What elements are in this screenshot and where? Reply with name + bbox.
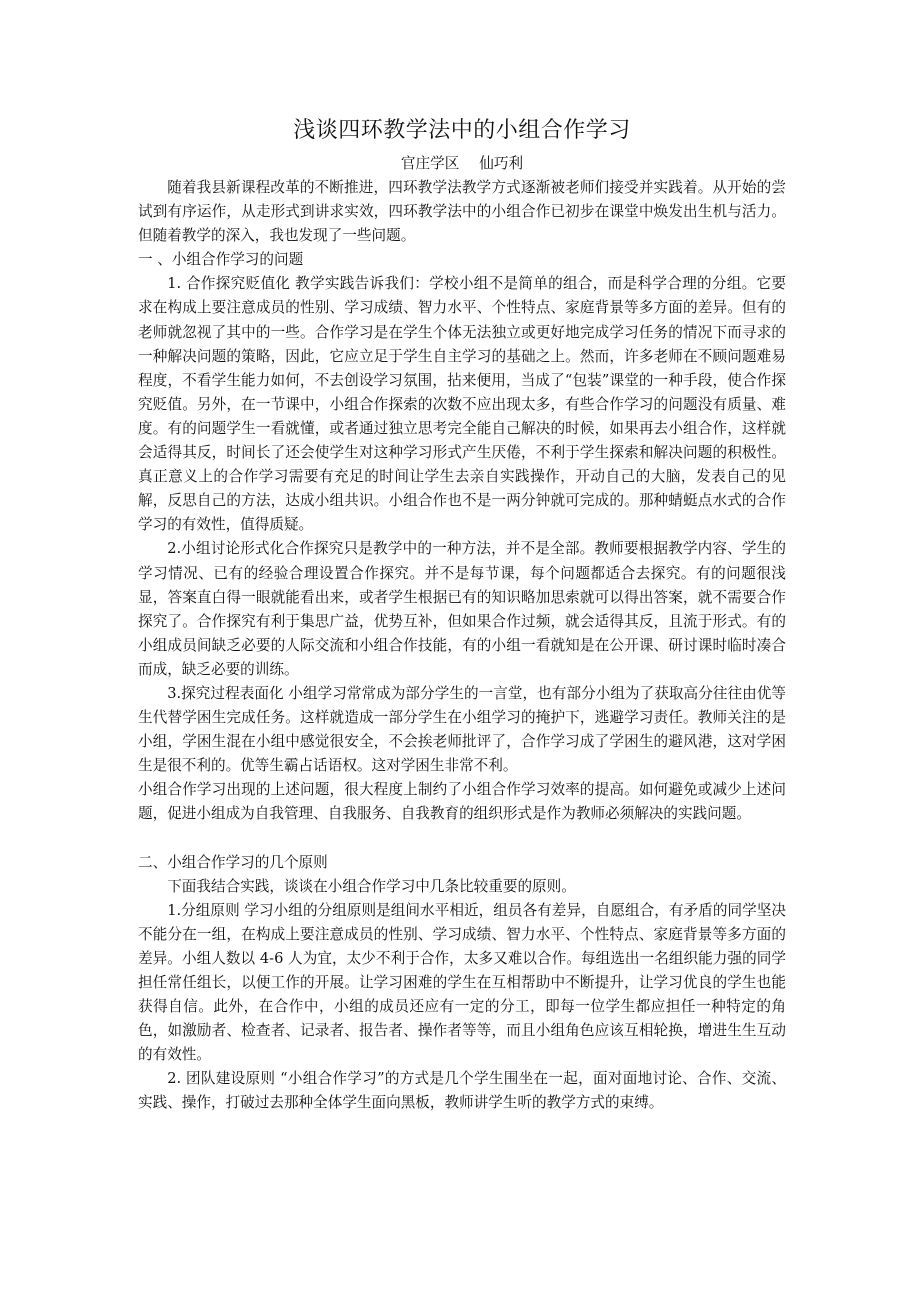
section-1-heading: 一 、小组合作学习的问题 xyxy=(138,251,304,269)
section-1-summary-paragraph: 小组合作学习出现的上述问题，很大程度上制约了小组合作学习效率的提高。如何避免或减少上述问题，促进小组成为自我管理、自我服务、自我教育的组织形式是作为教师必须解决的实践问题。 xyxy=(138,781,786,823)
section-2-heading: 二、小组合作学习的几个原则 xyxy=(138,853,328,871)
section-1-paragraph-2: 2.小组讨论形式化合作探究只是教学中的一种方法，并不是全部。教师要根据教学内容、学生的学习情况、已有的经验合理设置合作探究。并不是每节课，每个问题都适合去探究。有的问题很浅显，答案直白得一眼就能看出来，或者学生根据已有的知识略加思索就可以得出答案，就不需要合作探究了。合作探究有利于集思广益，优势互补，但如果合作过频，就会适得其反，且流于形式。有的小组成员间缺乏必要的人际交流和小组合作技能，有的小组一看就知是在公开课、研讨课时临时凑合而成，缺乏必要的训练。 xyxy=(138,540,786,678)
section-2-paragraph-2: 2. 团队建设原则 “小组合作学习”的方式是几个学生围坐在一起，面对面地讨论、合作、交流、实践、操作，打破过去那种全体学生面向黑板，教师讲学生听的教学方式的束缚。 xyxy=(138,1070,786,1112)
intro-paragraph: 随着我县新课程改革的不断推进，四环教学法教学方式逐渐被老师们接受并实践着。从开始的尝试到有序运作，从走形式到讲求实效，四环教学法中的小组合作已初步在课堂中焕发出生机与活力。但随着教学的深入，我也发现了一些问题。 xyxy=(138,179,786,245)
author-organization: 官庄学区 xyxy=(400,155,460,172)
author-name: 仙巧利 xyxy=(479,155,524,172)
section-1-paragraph-1: 1. 合作探究贬值化 教学实践告诉我们：学校小组不是简单的组合，而是科学合理的分组。它要求在构成上要注意成员的性别、学习成绩、智力水平、个性特点、家庭背景等多方面的差异。但有的老师就忽视了其中的一些。合作学习是在学生个体无法独立或更好地完成学习任务的情况下而寻求的一种解决问题的策略，因此，它应立足于学生自主学习的基础之上。然而，许多老师在不顾问题难易程度，不看学生能力如何，不去创设学习氛围，拈来便用，当成了“包装”课堂的一种手段，使合作探究贬值。另外，在一节课中，小组合作探索的次数不应出现太多，有些合作学习的问题没有质量、难度。有的问题学生一看就懂，或者通过独立思考完全能自己解决的时候，如果再去小组合作，这样就会适得其反，时间长了还会使学生对这种学习形式产生厌倦，不利于学生探索和解决问题的积极性。真正意义上的合作学习需要有充足的时间让学生去亲自实践操作，开动自己的大脑，发表自己的见解，反思自己的方法，达成小组共识。小组合作也不是一两分钟就可完成的。那种蜻蜓点水式的合作学习的有效性，值得质疑。 xyxy=(138,275,786,534)
section-1-paragraph-3: 3.探究过程表面化 小组学习常常成为部分学生的一言堂，也有部分小组为了获取高分往往由优等生代替学困生完成任务。这样就造成一部分学生在小组学习的掩护下，逃避学习责任。教师关注的是小组，学困生混在小组中感觉很安全，不会挨老师批评了，合作学习成了学困生的避风港，这对学困生是很不利的。优等生霸占话语权。这对学困生非常不利。 xyxy=(138,684,786,775)
section-2-paragraph-1: 1.分组原则 学习小组的分组原则是组间水平相近，组员各有差异，自愿组合，有矛盾的同学坚决不能分在一组，在构成上要注意成员的性别、学习成绩、智力水平、个性特点、家庭背景等多方面的差异。小组人数以 4-6 人为宜，太少不利于合作，太多又难以合作。每组选出一名组织能力强的同学担任常任组长，以便工作的开展。让学习困难的学生在互相帮助中不断提升，让学习优良的学生也能获得自信。此外，在合作中，小组的成员还应有一定的分工，即每一位学生都应担任一种特定的角色，如激励者、检查者、记录者、报告者、操作者等等，而且小组角色应该互相轮换，增进生生互动的有效性。 xyxy=(138,901,786,1064)
author-line xyxy=(138,152,786,176)
document-title: 浅谈四环教学法中的小组合作学习 xyxy=(293,118,631,143)
section-spacer xyxy=(138,827,786,851)
section-2-intro-paragraph: 下面我结合实践，谈谈在小组合作学习中几条比较重要的原则。 xyxy=(167,877,576,895)
document-page xyxy=(138,116,786,1116)
